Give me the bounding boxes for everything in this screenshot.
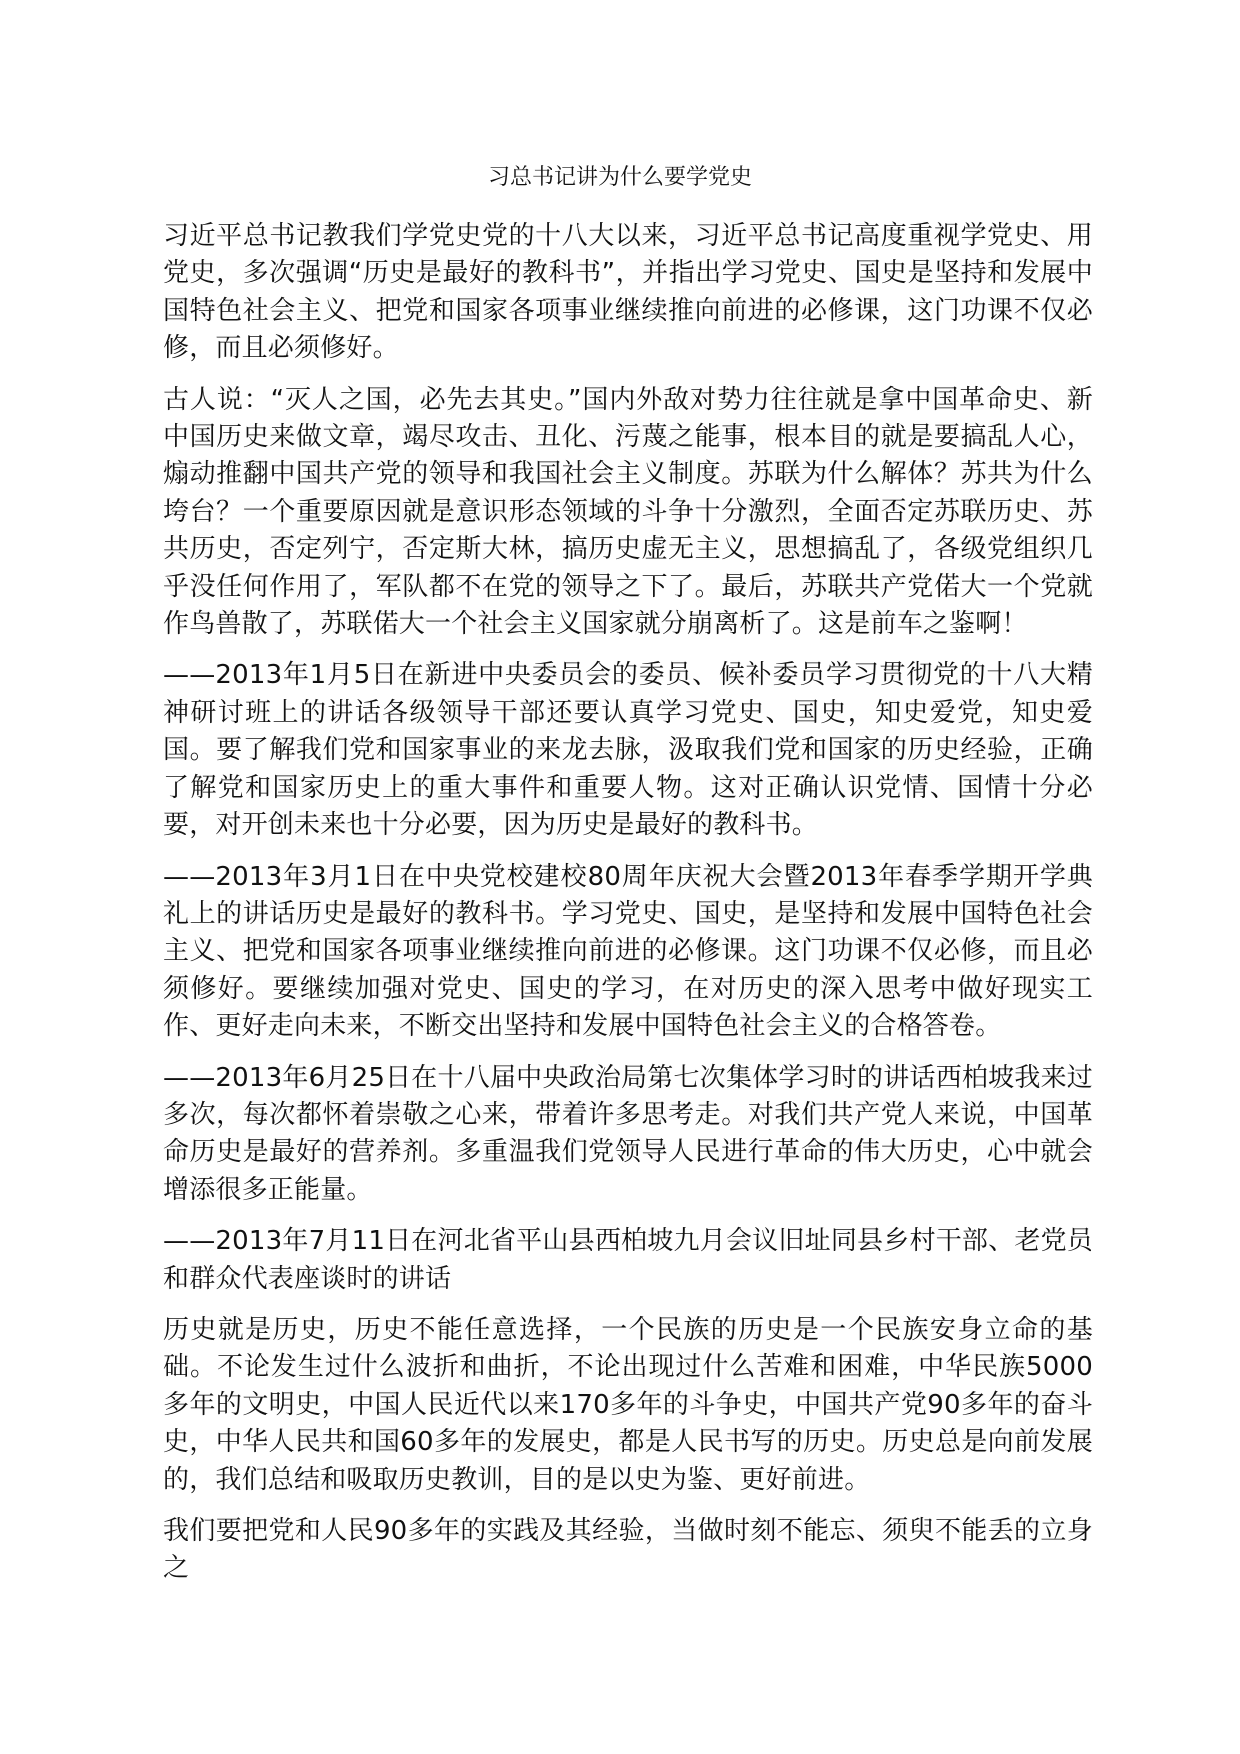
paragraph: ——2013年6月25日在十八届中央政治局第七次集体学习时的讲话西柏坡我来过多次，每次都怀着崇敬之心来，带着许多思考走。对我们共产党人来说，中国革命历史是最好的营养剂。多重温我们党领导人民进行革命的伟大历史，心中就会增添很多正能量。: [163, 1062, 1093, 1205]
paragraph: ——2013年1月5日在新进中央委员会的委员、候补委员学习贯彻党的十八大精神研讨班上的讲话各级领导干部还要认真学习党史、国史，知史爱党，知史爱国。要了解我们党和国家事业的来龙去脉，汲取我们党和国家的历史经验，正确了解党和国家历史上的重大事件和重要人物。这对正确认识党情、国情十分必要，对开创未来也十分必要，因为历史是最好的教科书。: [163, 660, 1093, 841]
paragraph: 我们要把党和人民90多年的实践及其经验，当做时刻不能忘、须臾不能丢的立身之: [163, 1516, 1093, 1584]
paragraph: 历史就是历史，历史不能任意选择，一个民族的历史是一个民族安身立命的基础。不论发生过什么波折和曲折，不论出现过什么苦难和困难，中华民族5000多年的文明史，中国人民近代以来170多年的斗争史，中国共产党90多年的奋斗史，中华人民共和国60多年的发展史，都是人民书写的历史。历史总是向前发展的，我们总结和吸取历史教训，目的是以史为鉴、更好前进。: [163, 1314, 1093, 1495]
paragraph: 古人说：“灭人之国，必先去其史。”国内外敌对势力往往就是拿中国革命史、新中国历史来做文章，竭尽攻击、丑化、污蔑之能事，根本目的就是要搞乱人心，煽动推翻中国共产党的领导和我国社会主义制度。苏联为什么解体？苏共为什么垮台？一个重要原因就是意识形态领域的斗争十分激烈，全面否定苏联历史、苏共历史，否定列宁，否定斯大林，搞历史虚无主义，思想搞乱了，各级党组织几乎没任何作用了，军队都不在党的领导之下了。最后，苏联共产党偌大一个党就作鸟兽散了，苏联偌大一个社会主义国家就分崩离析了。这是前车之鉴啊！: [163, 384, 1093, 640]
paragraph: ——2013年3月1日在中央党校建校80周年庆祝大会暨2013年春季学期开学典礼上的讲话历史是最好的教科书。学习党史、国史，是坚持和发展中国特色社会主义、把党和国家各项事业继续推向前进的必修课。这门功课不仅必修，而且必须修好。要继续加强对党史、国史的学习，在对历史的深入思考中做好现实工作、更好走向未来，不断交出坚持和发展中国特色社会主义的合格答卷。: [163, 861, 1093, 1042]
document-body: [163, 218, 1093, 1602]
paragraph: 习近平总书记教我们学党史党的十八大以来，习近平总书记高度重视学党史、用党史，多次强调“历史是最好的教科书”，并指出学习党史、国史是坚持和发展中国特色社会主义、把党和国家各项事业继续推向前进的必修课，这门功课不仅必修，而且必须修好。: [163, 221, 1093, 364]
paragraph: ——2013年7月11日在河北省平山县西柏坡九月会议旧址同县乡村干部、老党员和群众代表座谈时的讲话: [163, 1226, 1093, 1294]
document-title: 习总书记讲为什么要学党史: [487, 165, 752, 190]
